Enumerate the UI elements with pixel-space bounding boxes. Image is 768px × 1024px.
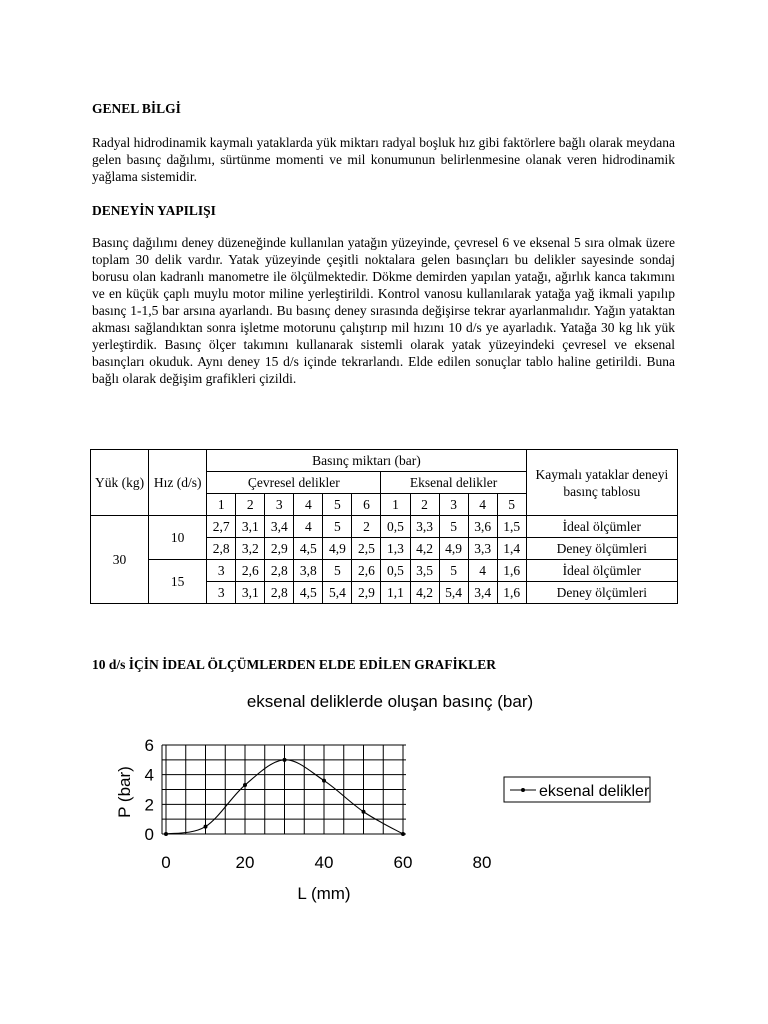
cell: 1,3 [381, 538, 410, 560]
data-point [283, 758, 287, 762]
cell: 2 [352, 516, 381, 538]
cell: 5 [439, 560, 468, 582]
eksenal-hole-number: 3 [439, 494, 468, 516]
y-tick-label: 0 [144, 825, 154, 844]
header-hiz: Hız (d/s) [149, 450, 207, 516]
header-table-title: Kaymalı yataklar deneyi basınç tablosu [526, 450, 677, 516]
data-point [204, 825, 208, 829]
paragraph-genel-bilgi: Radyal hidrodinamik kaymalı yataklarda yük miktarı radyal boşluk hız gibi faktörlere bağlı olarak meydana gelen basınç dağılımı, sürtünme momenti ve mil konumunun belirlenmesine olanak veren hidrodinamik yağlama sistemidir. [92, 135, 675, 184]
pressure-chart [0, 680, 768, 920]
cell: 5,4 [439, 582, 468, 604]
cell: 3,4 [265, 516, 294, 538]
x-tick-label: 0 [161, 853, 171, 872]
paragraph-deneyin-yapilisi: Basınç dağılımı deney düzeneğinde kullanılan yatağın yüzeyinde, çevresel 6 ve eksenal 5 sıra olmak üzere toplam 30 delik vardır. Yatak yüzeyinde çeşitli noktalara gelen basınçları bu delikler sayesinde sondaj borusu olan kadranlı manometre ile ölçülmektedir. Dökme demirden yapılan yatağı, ağırlık kanca takımını ve en küçük çaplı muylu motor miline yerleştirildi. Kontrol vanosu kullanılarak yatağa yağ ikmali yapılıp basınç 1-1,5 bar arsına ayarlandı. Bu basınç deney sırasında değişirse tekrar ayarlanmalıdır. Yağın yataktan akması sağlandıktan sonra işletme motorunu çalıştırıp mil hızını 10 d/s ye ayarladık. Yatağa 30 kg lık yük yerleştirdik. Basınç ölçer takımını kullanarak sistemli olarak yatak yüzeyindeki çevresel ve eksenal basınçları okuduk. Aynı deney 15 d/s içinde tekrarlandı. Elde edilen sonuçlar tablo haline getirildi. Buna bağlı olarak değişim grafikleri çizildi. [92, 235, 675, 386]
section-heading-genel-bilgi: GENEL BİLGİ [92, 101, 181, 116]
y-axis-label: P (bar) [115, 766, 134, 818]
cell: 5 [323, 560, 352, 582]
pressure-table [90, 449, 678, 604]
cell: 3 [207, 560, 236, 582]
cell: 3,3 [410, 516, 439, 538]
x-tick-label: 40 [314, 853, 334, 872]
cell: 1,6 [497, 560, 526, 582]
cell: 1,4 [497, 538, 526, 560]
data-point [322, 779, 326, 783]
cell: 4,5 [294, 538, 323, 560]
x-axis-label: L (mm) [297, 884, 351, 903]
eksenal-hole-number: 4 [468, 494, 497, 516]
cell: 2,6 [352, 560, 381, 582]
y-tick-label: 4 [144, 765, 154, 785]
eksenal-hole-number: 2 [410, 494, 439, 516]
data-point [243, 783, 247, 787]
cevresel-hole-number: 4 [294, 494, 323, 516]
speed-value: 15 [149, 560, 207, 604]
x-tick-label: 20 [235, 853, 255, 872]
cell: 2,5 [352, 538, 381, 560]
eksenal-hole-number: 1 [381, 494, 410, 516]
cell: 4,2 [410, 582, 439, 604]
chart-title: eksenal deliklerde oluşan basınç (bar) [246, 692, 534, 711]
cell: 0,5 [381, 516, 410, 538]
header-cevresel-delikler: Çevresel delikler [207, 472, 381, 494]
cell: 2,8 [207, 538, 236, 560]
cevresel-hole-number: 5 [323, 494, 352, 516]
cell: 2,6 [236, 560, 265, 582]
section-heading-deneyin-yapilisi: DENEYİN YAPILIŞI [92, 203, 216, 218]
speed-value: 10 [149, 516, 207, 560]
cevresel-hole-number: 1 [207, 494, 236, 516]
cell: 3,4 [468, 582, 497, 604]
row-label: İdeal ölçümler [526, 516, 677, 538]
section-heading-grafikler: 10 d/s İÇİN İDEAL ÖLÇÜMLERDEN ELDE EDİLEN GRAFİKLER [92, 657, 496, 672]
data-point [401, 832, 405, 836]
row-label: Deney ölçümleri [526, 582, 677, 604]
table-row [91, 516, 678, 538]
cell: 5,4 [323, 582, 352, 604]
cevresel-hole-number: 3 [265, 494, 294, 516]
legend [504, 777, 650, 802]
cell: 3 [207, 582, 236, 604]
data-point [164, 832, 168, 836]
header-basinc-miktari: Basınç miktarı (bar) [207, 450, 527, 472]
cell: 3,1 [236, 516, 265, 538]
cell: 3,5 [410, 560, 439, 582]
eksenal-hole-number: 5 [497, 494, 526, 516]
data-point [362, 810, 366, 814]
cell: 3,6 [468, 516, 497, 538]
cell: 3,1 [236, 582, 265, 604]
cell: 2,8 [265, 582, 294, 604]
cell: 4,2 [410, 538, 439, 560]
legend-label: eksenal delikler [539, 783, 650, 800]
header-yuk: Yük (kg) [91, 450, 149, 516]
cell: 3,8 [294, 560, 323, 582]
cell: 3,3 [468, 538, 497, 560]
row-label: İdeal ölçümler [526, 560, 677, 582]
cell: 2,8 [265, 560, 294, 582]
cell: 1,1 [381, 582, 410, 604]
cell: 0,5 [381, 560, 410, 582]
x-tick-label: 80 [472, 853, 492, 872]
legend-marker [521, 788, 525, 792]
y-tick-label: 2 [144, 795, 154, 815]
cell: 5 [323, 516, 352, 538]
cell: 5 [439, 516, 468, 538]
cell: 4,9 [323, 538, 352, 560]
x-tick-label: 60 [393, 853, 413, 872]
cell: 2,9 [352, 582, 381, 604]
table-row [91, 560, 678, 582]
cell: 4,9 [439, 538, 468, 560]
y-tick-label: 6 [144, 736, 154, 755]
cell: 2,7 [207, 516, 236, 538]
load-value: 30 [91, 516, 149, 604]
cell: 4 [294, 516, 323, 538]
row-label: Deney ölçümleri [526, 538, 677, 560]
header-eksenal-delikler: Eksenal delikler [381, 472, 526, 494]
cell: 4,5 [294, 582, 323, 604]
cevresel-hole-number: 6 [352, 494, 381, 516]
cell: 1,5 [497, 516, 526, 538]
cell: 1,6 [497, 582, 526, 604]
cell: 4 [468, 560, 497, 582]
cevresel-hole-number: 2 [236, 494, 265, 516]
cell: 3,2 [236, 538, 265, 560]
cell: 2,9 [265, 538, 294, 560]
